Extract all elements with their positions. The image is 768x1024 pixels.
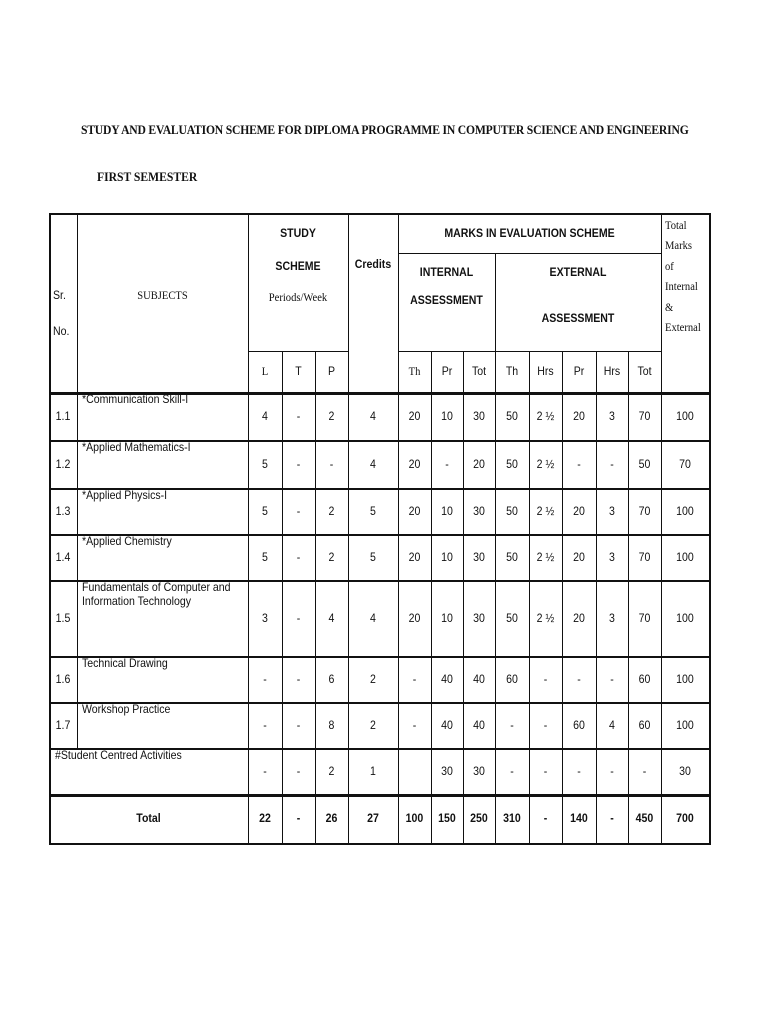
- row-value: 100: [676, 503, 694, 518]
- row-value: 4: [328, 610, 335, 625]
- row-value: 2: [328, 763, 335, 778]
- row-value: 2: [328, 549, 335, 564]
- row-subject-line: *Applied Physics-I: [82, 488, 168, 502]
- column-rule: [562, 351, 563, 843]
- total-marks-header-line: of: [665, 258, 674, 273]
- row-value: 30: [679, 763, 691, 778]
- column-rule: [495, 253, 496, 843]
- row-value: 10: [441, 408, 453, 423]
- row-value: -: [642, 763, 647, 778]
- row-value: -: [543, 717, 548, 732]
- subjects-header: SUBJECTS: [137, 287, 188, 302]
- row-value: -: [543, 671, 548, 686]
- row-value: -: [510, 717, 514, 732]
- row-value: 4: [609, 717, 615, 732]
- subcolumn-header: Pr: [573, 364, 585, 379]
- row-value: 20: [408, 456, 421, 471]
- row-value: 2: [370, 671, 376, 686]
- row-value: 3: [609, 408, 615, 423]
- total-marks-header-line: Internal: [665, 279, 698, 294]
- row-value: 5: [262, 503, 268, 518]
- row-value: 4: [262, 408, 268, 423]
- row-value: 2: [328, 408, 335, 423]
- row-value: 20: [408, 408, 421, 423]
- row-value: 20: [473, 456, 485, 471]
- total-marks-header-line: Total: [665, 218, 687, 232]
- row-subject-line: Information Technology: [82, 594, 191, 609]
- row-value: 3: [262, 610, 268, 625]
- row-value: 3: [609, 610, 615, 625]
- marks-header: MARKS IN EVALUATION SCHEME: [444, 225, 615, 240]
- row-value: 70: [638, 408, 651, 423]
- row-serial: 1.1: [55, 408, 71, 423]
- row-subject-line: Workshop Practice: [82, 702, 171, 716]
- row-value: 30: [473, 549, 485, 564]
- study-header: STUDY: [280, 225, 316, 240]
- row-value: 20: [408, 549, 421, 564]
- column-rule: [628, 351, 629, 843]
- subcolumn-header: Th: [505, 364, 519, 379]
- row-subject-line: Technical Drawing: [82, 656, 168, 670]
- row-value: 100: [676, 717, 694, 732]
- total-label: Total: [136, 811, 161, 826]
- row-value: 100: [676, 610, 694, 625]
- row-value: -: [610, 671, 614, 686]
- row-value: 6: [328, 671, 335, 686]
- row-value: -: [445, 456, 449, 471]
- row-value: 5: [370, 549, 376, 564]
- row-value: 10: [441, 503, 453, 518]
- total-value: 150: [438, 811, 456, 826]
- row-value: -: [296, 717, 301, 732]
- subcolumn-header: L: [261, 364, 269, 379]
- row-value: 20: [573, 503, 585, 518]
- row-value: -: [296, 610, 301, 625]
- total-value: -: [610, 811, 614, 826]
- row-value: 1: [370, 763, 376, 778]
- row-serial: 1.5: [55, 610, 71, 625]
- column-rule: [398, 213, 399, 845]
- row-subject: [82, 656, 228, 702]
- row-value: 2 ½: [536, 610, 555, 625]
- row-subject: [82, 440, 228, 488]
- subcolumn-header: Th: [408, 364, 421, 379]
- row-value: 50: [506, 503, 518, 518]
- row-value: -: [263, 671, 267, 686]
- row-value: 70: [638, 610, 651, 625]
- row-serial: 1.2: [55, 456, 71, 471]
- semester-heading: FIRST SEMESTER: [97, 170, 198, 184]
- column-rule: [709, 213, 711, 845]
- row-value: -: [263, 717, 267, 732]
- row-value: 20: [573, 610, 585, 625]
- column-rule: [529, 351, 530, 843]
- total-value: 26: [325, 811, 338, 826]
- row-serial: 1.4: [55, 549, 71, 564]
- row-value: -: [510, 763, 514, 778]
- row-value: 2 ½: [536, 549, 555, 564]
- row-value: 70: [679, 456, 691, 471]
- row-value: 4: [370, 408, 376, 423]
- row-value: -: [577, 671, 581, 686]
- internal-header: ASSESSMENT: [410, 292, 483, 307]
- table-top-rule: [49, 213, 711, 215]
- row-value: 60: [638, 717, 651, 732]
- total-value: -: [296, 811, 301, 826]
- total-value: 140: [570, 811, 588, 826]
- row-value: 50: [506, 408, 518, 423]
- row-value: 10: [441, 549, 453, 564]
- column-rule: [463, 351, 464, 843]
- total-marks-header-line: External: [665, 319, 701, 334]
- row-value: 70: [638, 549, 651, 564]
- row-value: 3: [609, 549, 615, 564]
- row-value: 5: [262, 549, 268, 564]
- row-value: -: [577, 763, 581, 778]
- row-value: 40: [473, 671, 485, 686]
- row-value: 40: [473, 717, 485, 732]
- total-marks-header: [665, 218, 704, 372]
- row-value: -: [296, 408, 301, 423]
- no-header: No.: [53, 323, 70, 338]
- row-value: 100: [676, 549, 694, 564]
- row-value: 2 ½: [536, 456, 555, 471]
- row-value: -: [296, 671, 301, 686]
- row-value: [400, 748, 429, 794]
- header-rule-marks: [398, 253, 661, 254]
- row-value: 100: [676, 671, 694, 686]
- row-subject: [55, 748, 225, 794]
- row-value: -: [296, 763, 301, 778]
- row-value: 4: [370, 610, 376, 625]
- total-marks-header-line: Marks: [665, 238, 692, 253]
- column-rule: [661, 213, 662, 845]
- row-subject-line: #Student Centred Activities: [55, 748, 182, 762]
- row-value: 50: [506, 456, 518, 471]
- row-value: 2 ½: [536, 503, 555, 518]
- column-rule: [77, 213, 78, 748]
- row-subject: [82, 534, 228, 580]
- row-subject-line: *Communication Skill-I: [82, 392, 189, 406]
- row-serial: 1.6: [55, 671, 71, 686]
- row-value: 40: [441, 717, 453, 732]
- column-rule: [282, 351, 283, 843]
- row-value: -: [296, 503, 301, 518]
- subcolumn-header: Hrs: [537, 364, 554, 379]
- total-value: -: [543, 811, 548, 826]
- subcolumn-header: P: [327, 364, 336, 379]
- row-value: 60: [573, 717, 585, 732]
- row-subject: [82, 392, 228, 440]
- column-rule: [596, 351, 597, 843]
- row-serial: 1.3: [55, 503, 71, 518]
- internal-header: INTERNAL: [419, 264, 474, 279]
- column-rule: [248, 213, 249, 845]
- row-value: 70: [638, 503, 651, 518]
- row-value: 2: [370, 717, 376, 732]
- total-value: 700: [676, 811, 694, 826]
- total-value: 100: [405, 811, 424, 826]
- row-value: -: [263, 763, 267, 778]
- row-value: 20: [573, 408, 585, 423]
- total-value: 450: [635, 811, 654, 826]
- row-subject-line: *Applied Mathematics-I: [82, 440, 191, 454]
- total-value: 250: [470, 811, 488, 826]
- row-value: 2 ½: [536, 408, 555, 423]
- sr-header: Sr.: [53, 287, 66, 302]
- row-value: 60: [506, 671, 518, 686]
- row-value: 3: [609, 503, 615, 518]
- row-subject: [82, 702, 228, 748]
- row-value: 50: [638, 456, 651, 471]
- document-title: STUDY AND EVALUATION SCHEME FOR DIPLOMA PROGRAMME IN COMPUTER SCIENCE AND ENGINEERING: [80, 123, 689, 137]
- row-value: -: [610, 763, 614, 778]
- row-value: -: [412, 717, 417, 732]
- row-value: -: [412, 671, 417, 686]
- study-header: Periods/Week: [268, 290, 328, 305]
- row-value: -: [296, 456, 301, 471]
- row-value: -: [543, 763, 548, 778]
- row-value: 2: [328, 503, 335, 518]
- row-subject: [82, 488, 228, 534]
- external-header: EXTERNAL: [549, 264, 607, 279]
- row-value: 8: [328, 717, 335, 732]
- column-rule: [348, 213, 349, 845]
- row-serial: 1.7: [55, 717, 71, 732]
- row-value: 30: [441, 763, 453, 778]
- row-subject-line: *Applied Chemistry: [82, 534, 172, 548]
- row-value: 30: [473, 503, 485, 518]
- subcolumn-header: Pr: [441, 364, 453, 379]
- study-header: SCHEME: [275, 259, 321, 274]
- row-value: 4: [370, 456, 376, 471]
- column-rule: [315, 351, 316, 843]
- row-value: 50: [506, 610, 518, 625]
- row-value: 5: [370, 503, 376, 518]
- row-value: 10: [441, 610, 453, 625]
- row-value: 20: [573, 549, 585, 564]
- row-subject: [82, 580, 231, 656]
- row-value: 20: [408, 503, 421, 518]
- row-value: -: [610, 456, 614, 471]
- row-value: 20: [408, 610, 421, 625]
- row-value: 40: [441, 671, 453, 686]
- row-subject-line: Fundamentals of Computer and: [82, 580, 231, 594]
- subcolumn-header: Tot: [637, 364, 652, 379]
- row-value: 30: [473, 763, 485, 778]
- total-value: 22: [259, 811, 271, 826]
- total-value: 310: [503, 811, 521, 826]
- row-value: 50: [506, 549, 518, 564]
- row-value: 30: [473, 610, 485, 625]
- row-value: -: [329, 456, 334, 471]
- row-value: 5: [262, 456, 268, 471]
- row-value: -: [296, 549, 301, 564]
- total-value: 27: [367, 811, 379, 826]
- external-header: ASSESSMENT: [541, 310, 615, 325]
- subcolumn-header: T: [295, 364, 302, 379]
- row-value: 30: [473, 408, 485, 423]
- row-value: 60: [638, 671, 651, 686]
- subcolumn-header: Hrs: [603, 364, 621, 379]
- total-marks-header-line: &: [665, 299, 674, 314]
- row-rule: [49, 843, 711, 845]
- column-rule: [431, 351, 432, 843]
- row-value: -: [577, 456, 581, 471]
- row-value: 100: [676, 408, 694, 423]
- subcolumn-header: Tot: [471, 364, 487, 379]
- credits-header: Credits: [354, 256, 392, 271]
